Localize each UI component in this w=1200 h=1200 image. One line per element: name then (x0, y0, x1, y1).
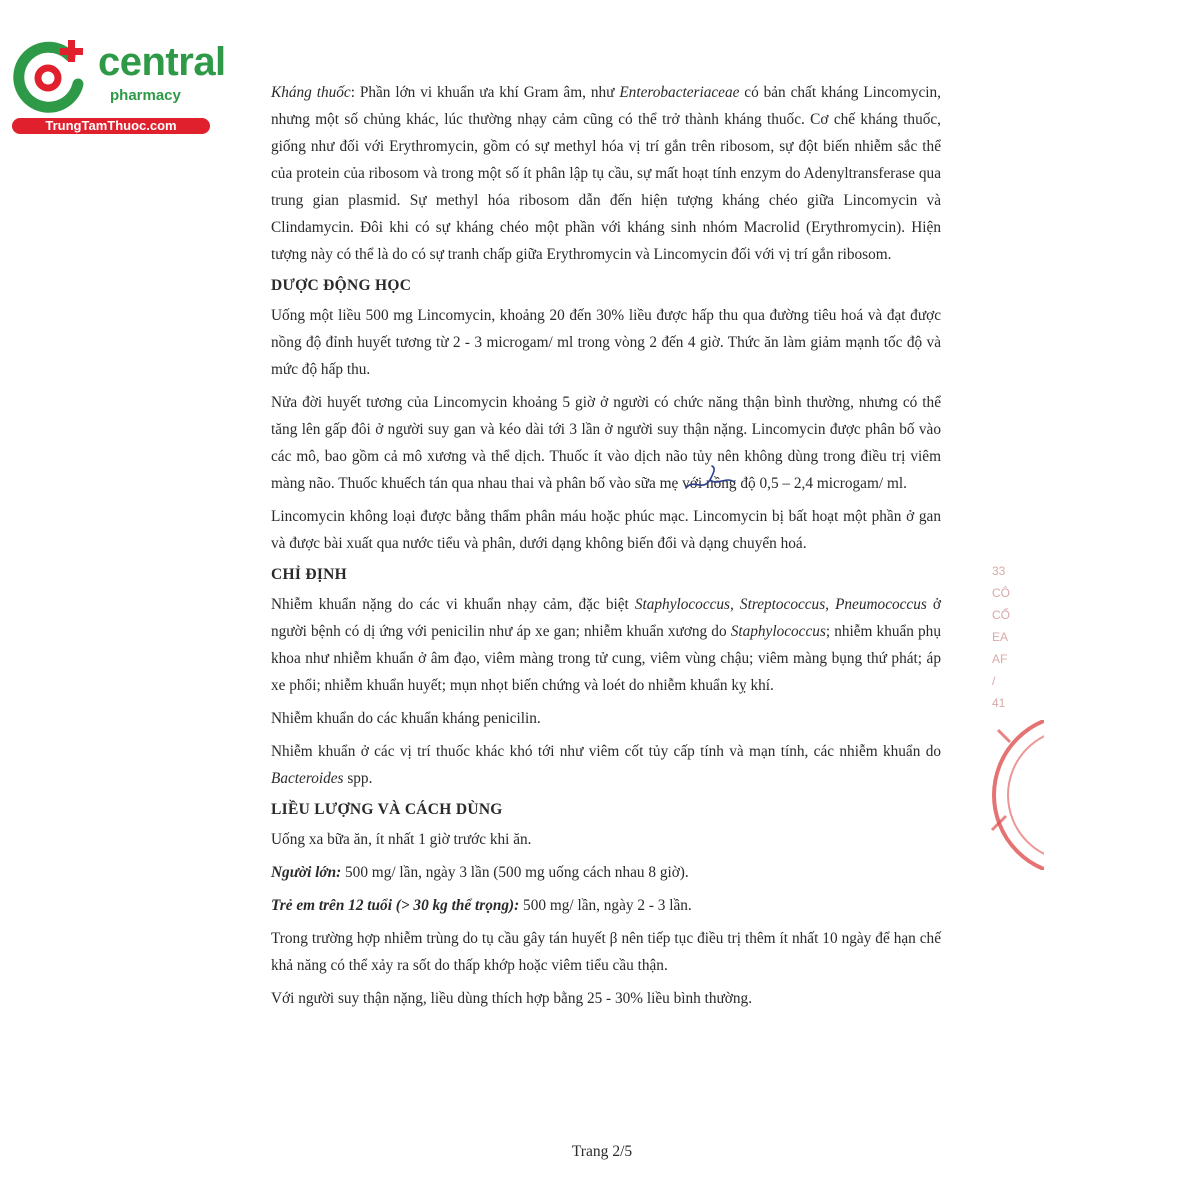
central-logo-icon (12, 38, 92, 116)
logo-website[interactable]: TrungTamThuoc.com (12, 118, 210, 134)
indications-text-3: ; nhiễm khuẩn phụ khoa như nhiễm khuẩn ở âm đạo, viêm màng trong tử cung, viêm vùng chậu; viêm màng bụng thứ phát; áp xe phổi; nhiễm khuẩn huyết; mụn nhọt biến chứng và loét do nhiễm khuẩn kỵ khí. (271, 623, 941, 694)
edge-stamp-line: CÔ (992, 586, 1010, 600)
resistance-species: Enterobacteriaceae (619, 84, 740, 101)
handwritten-signature (682, 462, 742, 496)
dosage-child-label: Trẻ em trên 12 tuổi (> 30 kg thể trọng): (271, 897, 520, 914)
dosage-adult-text: 500 mg/ lần, ngày 3 lần (500 mg uống cách nhau 8 giờ). (341, 864, 689, 881)
indications-paragraph-1 (271, 591, 941, 699)
dosage-adult (271, 859, 941, 886)
indications-paragraph-2: Nhiễm khuẩn do các khuẩn kháng penicilin. (271, 710, 541, 727)
indications-paragraph-3 (271, 738, 941, 792)
pharmacokinetics-paragraph-2: Nửa đời huyết tương của Lincomycin khoảng 5 giờ ở người có chức năng thận bình thường, nhưng có thể tăng lên gấp đôi ở người suy gan và kéo dài tới 3 lần ở người suy thận nặng. Lincomycin được phân bố vào các mô, bao gồm cả mô xương và thể dịch. Thuốc ít vào dịch não tủy nên không dùng trong điều trị viêm màng não. Thuốc khuếch tán qua nhau thai và phân bố vào sữa mẹ với nồng độ 0,5 – 2,4 microgam/ ml. (271, 394, 941, 492)
dosage-paragraph-4: Trong trường hợp nhiễm trùng do tụ cầu gây tán huyết β nên tiếp tục điều trị thêm ít nhất 10 ngày để hạn chế khả năng có thể xảy ra sốt do thấp khớp hoặc viêm tiểu cầu thận. (271, 930, 941, 974)
central-pharmacy-logo[interactable] (12, 38, 226, 138)
pharmacokinetics-paragraph-3: Lincomycin không loại được bằng thẩm phân máu hoặc phúc mạc. Lincomycin bị bất hoạt một phần ở gan và được bài xuất qua nước tiểu và phân, dưới dạng không biến đổi và dạng chuyển hoá. (271, 508, 941, 552)
logo-name: central (98, 40, 226, 84)
page-footer (0, 1143, 1200, 1161)
document-body (271, 79, 941, 1018)
edge-stamp-line: AF (992, 652, 1008, 666)
edge-stamp-line: 33 (992, 564, 1006, 578)
resistance-paragraph (271, 79, 941, 268)
edge-stamp-line: CỔ (992, 608, 1010, 622)
dosage-paragraph-5: Với người suy thận nặng, liều dùng thích hợp bằng 25 - 30% liều bình thường. (271, 990, 753, 1007)
edge-stamp-line: / (992, 674, 996, 688)
footer-label: Trang (571, 1143, 609, 1160)
red-seal-stamp (984, 720, 1044, 870)
indications-text-2: ở người bệnh có dị ứng với penicilin như áp xe gan; nhiễm khuẩn xương do (271, 596, 942, 640)
pharmacokinetics-heading: DƯỢC ĐỘNG HỌC (271, 277, 412, 294)
dosage-paragraph-1: Uống xa bữa ăn, ít nhất 1 giờ trước khi ăn. (271, 831, 532, 848)
edge-stamp-line: 41 (992, 696, 1006, 710)
edge-stamp-line: EA (992, 630, 1009, 644)
dosage-child-text: 500 mg/ lần, ngày 2 - 3 lần. (519, 897, 692, 914)
logo-subtitle: pharmacy (110, 87, 181, 104)
indications-text-1: Nhiễm khuẩn nặng do các vi khuẩn nhạy cảm, đặc biệt (271, 596, 635, 613)
dosage-child (271, 892, 941, 919)
pharmacokinetics-paragraph-1: Uống một liều 500 mg Lincomycin, khoảng 20 đến 30% liều được hấp thu qua đường tiêu hoá và đạt được nồng độ đỉnh huyết tương từ 2 - 3 microgam/ ml trong vòng 2 đến 4 giờ. Thức ăn làm giảm mạnh tốc độ và mức độ hấp thu. (271, 307, 941, 378)
dosage-heading: LIỀU LƯỢNG VÀ CÁCH DÙNG (271, 801, 503, 818)
indications-heading: CHỈ ĐỊNH (271, 566, 348, 583)
indications-species-1: Staphylococcus, Streptococcus, Pneumococcus (634, 596, 927, 613)
edge-stamp-text (992, 560, 1022, 714)
indications-text-5: spp. (343, 770, 373, 787)
resistance-text-2: có bản chất kháng Lincomycin, nhưng một số chủng khác, lúc thường nhạy cảm cũng có thể trở thành kháng thuốc. Cơ chế kháng thuốc, giống như đối với Erythromycin, gồm có sự methyl hóa vị trí gắn trên ribosom, sự đột biến nhiễm sắc thể của protein của ribosom và trong một số ít phân lập tụ cầu, sự mất hoạt tính enzym do Adenyltransferase qua trung gian plasmid. Sự methyl hóa ribosom dẫn đến hiện tượng kháng chéo giữa Lincomycin và Clindamycin. Đôi khi có sự kháng chéo một phần với kháng sinh nhóm Macrolid (Erythromycin). Hiện tượng này có thể là do có sự tranh chấp giữa Erythromycin và Lincomycin đối với vị trí gắn ribosom. (271, 84, 941, 263)
page-number: 2/5 (612, 1143, 633, 1160)
resistance-label: Kháng thuốc (271, 84, 351, 101)
indications-species-3: Bacteroides (271, 770, 344, 787)
resistance-text-1: : Phần lớn vi khuẩn ưa khí Gram âm, như (350, 84, 620, 101)
dosage-adult-label: Người lớn: (271, 864, 342, 881)
indications-species-2: Staphylococcus (730, 623, 826, 640)
indications-text-4: Nhiễm khuẩn ở các vị trí thuốc khác khó tới như viêm cốt tủy cấp tính và mạn tính, các nhiễm khuẩn do (271, 743, 941, 760)
